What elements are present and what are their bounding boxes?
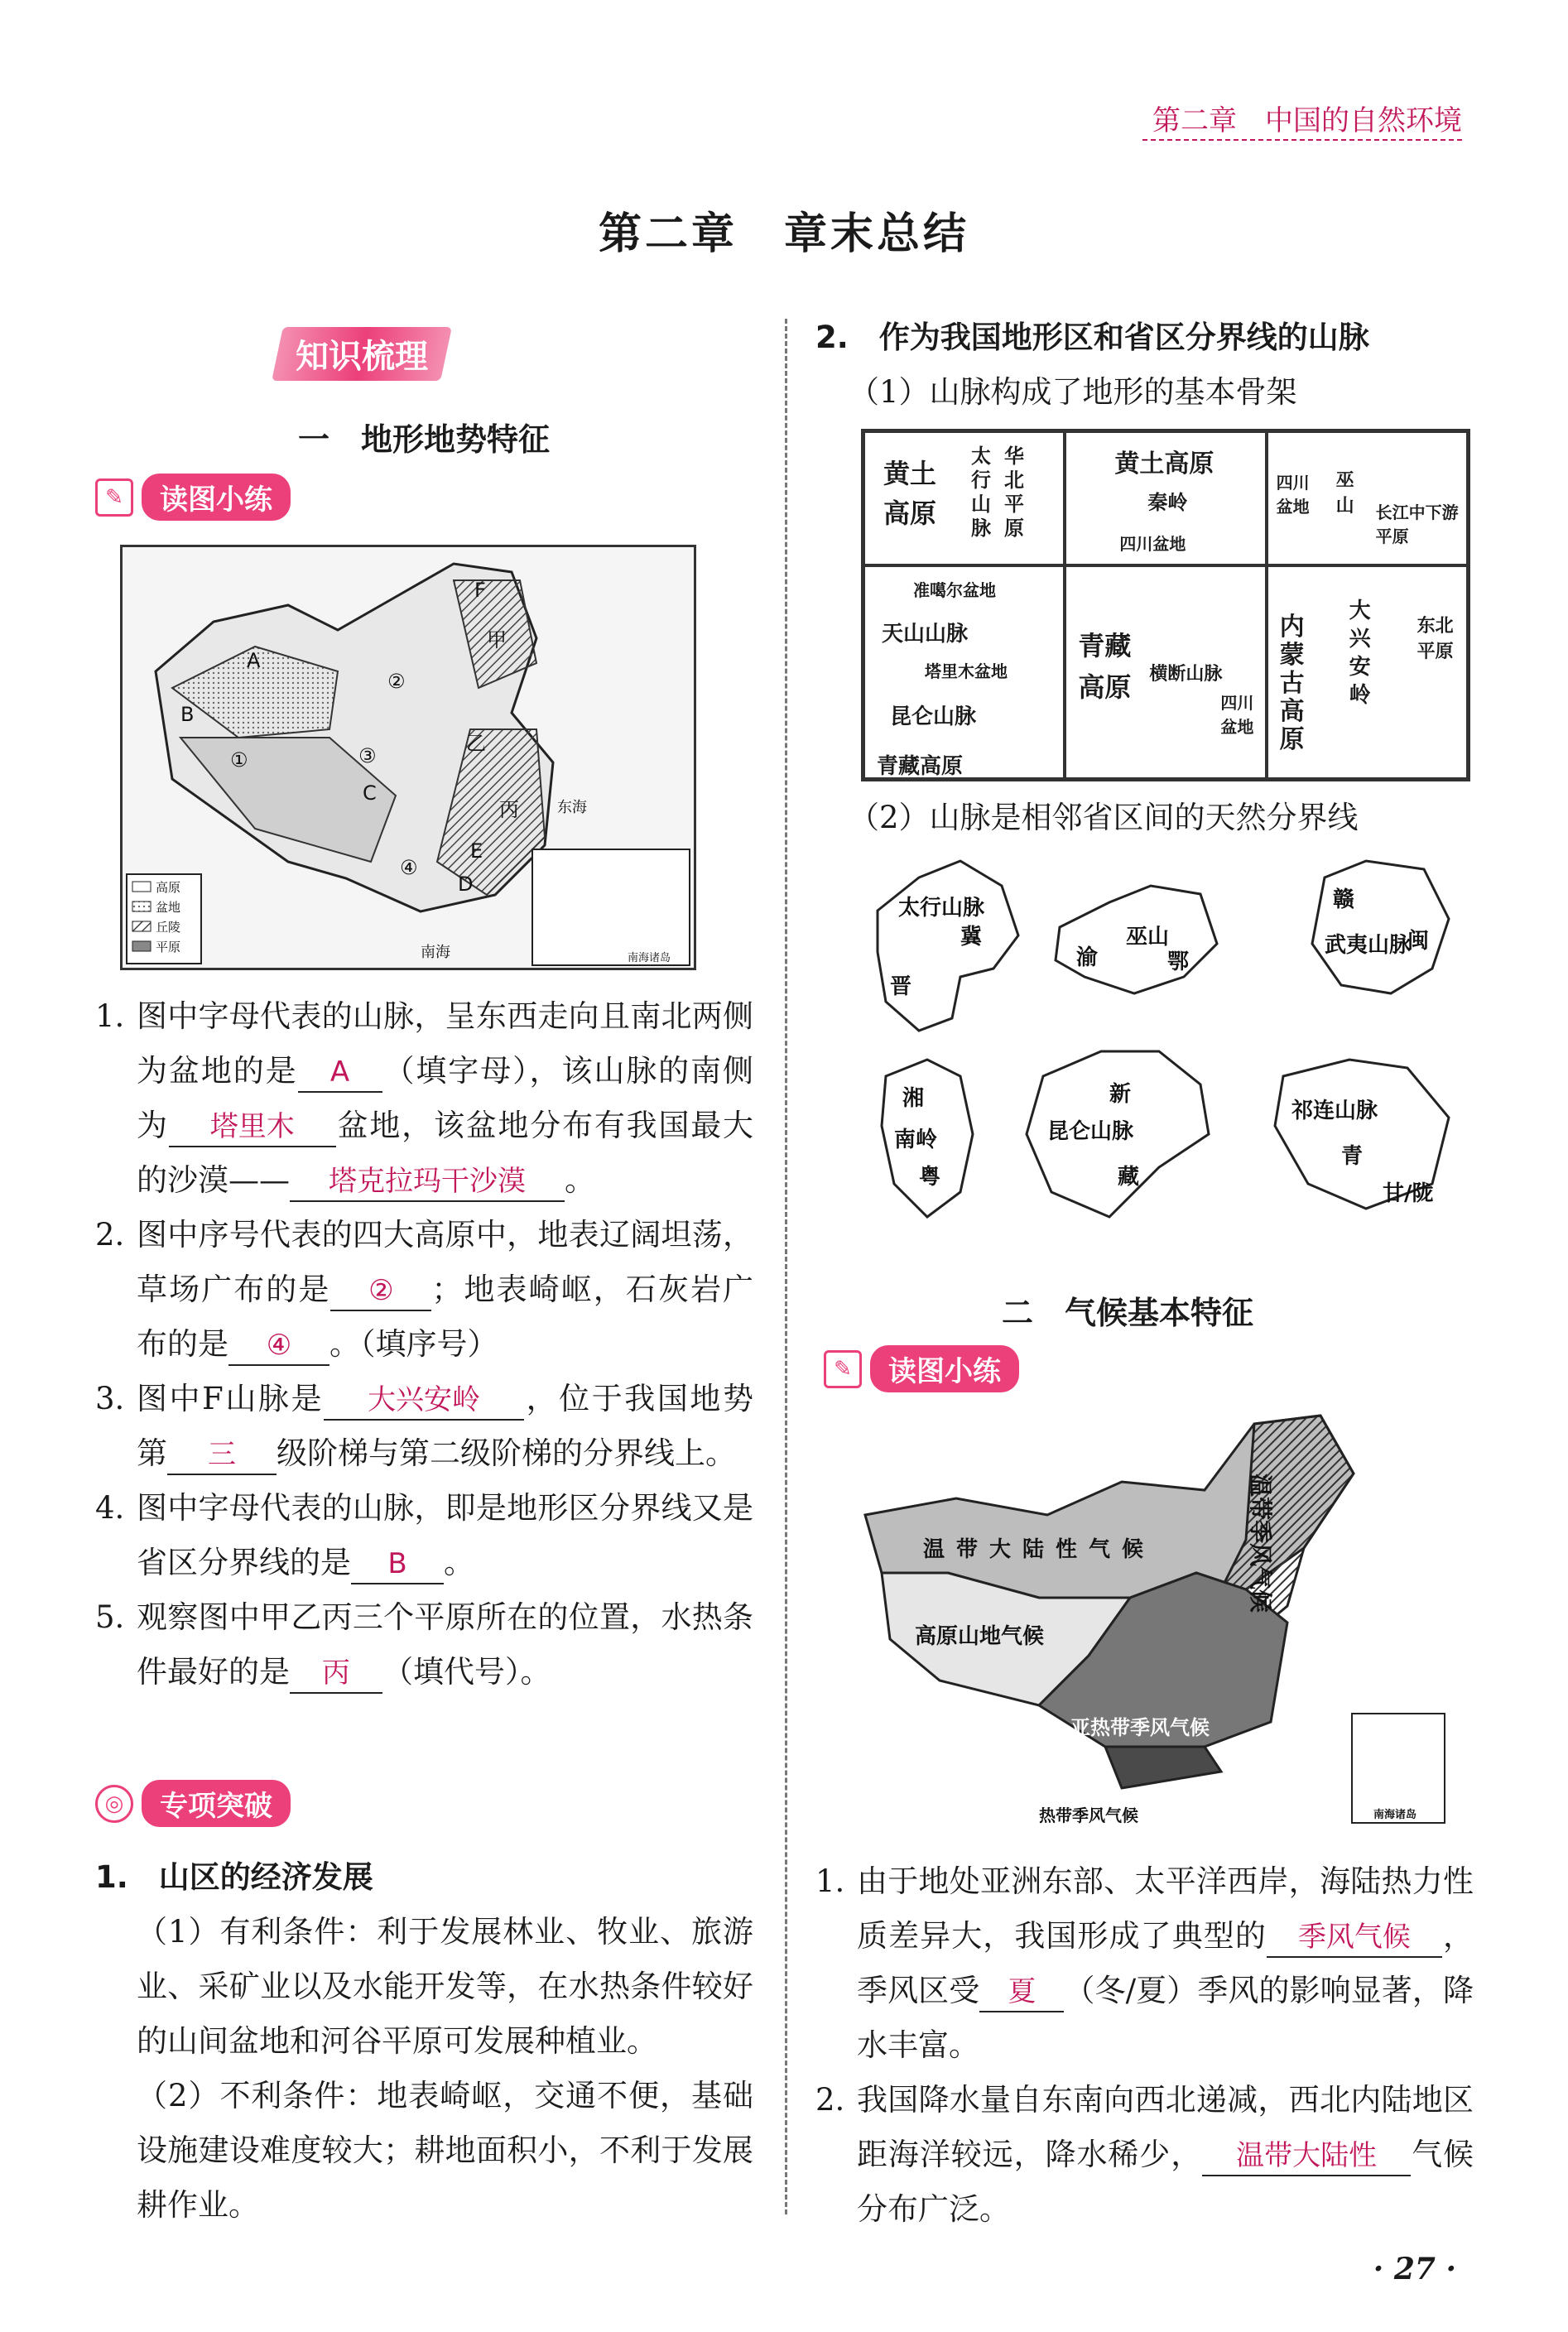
label-nanling: 南岭: [894, 1128, 938, 1152]
topic-mountain-economy: [95, 1850, 753, 2233]
cell-label: 昆仑山脉: [890, 704, 977, 729]
tag-read-map-2: [824, 1345, 1019, 1392]
question-4: [95, 1481, 753, 1590]
answer-blank: 丙: [290, 1654, 382, 1694]
question-number: 1.: [95, 998, 125, 1034]
question-text: 我国降水量自东南向西北递减，西北内陆地区距海洋较远，降水稀少，: [857, 2082, 1474, 2172]
topic-boundary-mountains: [815, 310, 1469, 420]
grid-cell-5: [1065, 565, 1266, 779]
label-wushan: 巫山: [1126, 925, 1170, 950]
topic-paragraph: （1）有利条件：利于发展林业、牧业、旅游业、采矿业以及水能开发等，在水热条件较好的山间盆地和河谷平原可发展种植业。: [137, 1914, 753, 2059]
answer-blank: 三: [167, 1435, 277, 1475]
label-qilian: 祁连山脉: [1291, 1099, 1378, 1123]
cell-label: 内蒙古高原: [1279, 612, 1305, 754]
sea-label: 东海: [557, 799, 587, 816]
question-text: 图中F山脉是: [137, 1381, 325, 1416]
letter-D: D: [458, 873, 474, 896]
label-south-sea-islands: 南海诸岛: [1373, 1809, 1417, 1821]
label-wuyi: 武夷山脉: [1325, 933, 1412, 958]
grid-cell-4: [863, 565, 1065, 779]
num-3: ③: [358, 744, 377, 767]
column-divider: [785, 319, 787, 2214]
tag-label: 读图小练: [142, 474, 291, 521]
question-text: （填字母），该山脉的南侧为: [137, 1053, 754, 1143]
chapter-header: 第二章 中国的自然环境: [1152, 104, 1462, 137]
label-e: 鄂: [1167, 950, 1190, 974]
label-qing: 青: [1341, 1144, 1364, 1169]
cell-label: 四川盆地: [1220, 692, 1254, 737]
question-number: 2.: [815, 2082, 845, 2118]
legend-hills: 丘陵: [156, 920, 181, 935]
label-temperate-continental: 温带大陆性气候: [923, 1537, 1156, 1562]
legend-basin: 盆地: [156, 900, 181, 915]
grid-cell-6: [1267, 565, 1468, 779]
topic-title: 2. 作为我国地形区和省区分界线的山脉: [815, 320, 1369, 355]
question-text: 。: [565, 1162, 595, 1198]
grid-cell-3: [1267, 431, 1468, 565]
num-2: ②: [387, 670, 406, 693]
section-terrain: 一 地形地势特征: [298, 421, 551, 458]
num-4: ④: [400, 856, 418, 879]
cell-label: 长江中下游平原: [1375, 502, 1459, 546]
cell-label: 高原: [1078, 671, 1132, 703]
banner-text: 知识梳理: [296, 338, 428, 376]
num-1: ①: [230, 748, 248, 772]
label-min: 闽: [1407, 929, 1430, 954]
question-text: 气候分布广泛。: [857, 2137, 1474, 2227]
label-kunlun: 昆仑山脉: [1047, 1119, 1134, 1144]
answer-blank: 温带大陆性: [1202, 2137, 1411, 2176]
sub-heading-2: （2）山脉是相邻省区间的天然分界线: [849, 800, 1359, 835]
letter-E: E: [470, 839, 483, 863]
label-xin: 新: [1109, 1082, 1132, 1107]
question-1: [95, 989, 753, 1208]
question-number: 5.: [95, 1599, 125, 1635]
cell-label: 塔里木盆地: [925, 661, 1008, 681]
cell-label: 东北平原: [1416, 615, 1454, 662]
label-subtropical-monsoon: 亚热带季风气候: [1070, 1716, 1210, 1739]
plain-yi: 乙: [466, 732, 486, 755]
answer-blank: A: [298, 1053, 382, 1093]
question-text: 观察图中甲乙丙三个平原所在的位置，水热条件最好的是: [137, 1599, 753, 1690]
label-tropical-monsoon: 热带季风气候: [1039, 1805, 1138, 1825]
answer-blank: 夏: [979, 1973, 1064, 2012]
question-5: [95, 1590, 753, 1700]
question-text: 。: [444, 1545, 474, 1580]
question-text: （冬/夏）季风的影响显著，降水丰富。: [857, 1973, 1474, 2063]
question-text: 图中字母代表的山脉，即是地形区分界线又是省区分界线的是: [137, 1490, 753, 1580]
answer-blank: 季风气候: [1267, 1918, 1442, 1958]
terrain-map: [120, 545, 696, 970]
climate-map: [857, 1407, 1486, 1838]
label-plateau-mountain: 高原山地气候: [915, 1624, 1045, 1649]
question-2: [95, 1208, 753, 1372]
question-text: 盆地，该盆地分布有我国最大的沙漠——: [137, 1108, 754, 1198]
label-xiang: 湘: [902, 1086, 925, 1111]
label-jin: 晋: [890, 974, 912, 999]
header-underline: [1142, 139, 1462, 141]
question-text: 图中序号代表的四大高原中，地表辽阔坦荡，草场广布的是: [137, 1217, 753, 1307]
grid-cell-1: [863, 431, 1065, 565]
cell-label: 黄土: [883, 458, 937, 489]
label-ji: 冀: [960, 925, 983, 950]
answer-blank: B: [351, 1545, 444, 1584]
letter-F: F: [474, 579, 486, 602]
tag-special: [95, 1780, 291, 1827]
inset-label: 南海诸岛: [628, 952, 671, 964]
question-number: 4.: [95, 1490, 125, 1526]
pencil-icon: ✎: [824, 1350, 862, 1388]
legend-plateau: 高原: [156, 880, 181, 895]
question-text: 由于地处亚洲东部、太平洋西岸，海陆热力性质差异大，我国形成了典型的: [857, 1863, 1474, 1954]
cell-label: 秦岭: [1147, 491, 1188, 514]
question-text: （填代号）。: [382, 1654, 551, 1690]
south-sea-label: 南海: [421, 944, 450, 961]
question-number: 3.: [95, 1381, 125, 1416]
label-gan: 赣: [1333, 887, 1355, 912]
province-boundary-maps: [861, 853, 1465, 1267]
topic-title: 1. 山区的经济发展: [95, 1859, 373, 1895]
knowledge-banner: [277, 327, 446, 381]
answer-blank: ④: [228, 1326, 329, 1366]
cell-label: 四川盆地: [1276, 473, 1310, 517]
cell-label: 青藏高原: [877, 753, 964, 779]
answer-blank: 塔克拉玛干沙漠: [290, 1162, 565, 1202]
letter-B: B: [180, 703, 195, 726]
legend-plain: 平原: [156, 940, 181, 954]
cell-label: 四川盆地: [1119, 534, 1186, 554]
tag-label: 专项突破: [142, 1780, 291, 1827]
tag-read-map-1: [95, 474, 291, 521]
plain-jia: 甲: [487, 628, 507, 652]
climate-question-1: [815, 1854, 1474, 2073]
cell-label: 巫山: [1335, 470, 1354, 517]
question-3: [95, 1372, 753, 1481]
cell-label: 天山山脉: [882, 621, 969, 647]
cell-label: 太行山脉: [971, 445, 991, 540]
cell-label: 华北平原: [1004, 445, 1024, 540]
question-text: 。（填序号）: [329, 1326, 498, 1362]
question-text: ，季风区受: [857, 1918, 1474, 2008]
label-zang: 藏: [1118, 1165, 1140, 1190]
letter-A: A: [247, 649, 261, 672]
skeleton-grid: [861, 429, 1470, 781]
section-climate: 二 气候基本特征: [1002, 1295, 1254, 1331]
cell-label: 准噶尔盆地: [913, 579, 996, 600]
answer-blank: 塔里木: [169, 1108, 336, 1147]
page-number: · 27 ·: [1373, 2252, 1456, 2286]
question-number: 1.: [815, 1863, 845, 1899]
label-taihang: 太行山脉: [898, 896, 985, 921]
tag-label: 读图小练: [870, 1345, 1019, 1392]
cell-label: 大兴安岭: [1349, 598, 1371, 708]
label-gan-long: 甘/陇: [1383, 1181, 1434, 1206]
answer-blank: 大兴安岭: [324, 1381, 524, 1421]
label-temperate-monsoon: 温带季风气候: [1247, 1474, 1274, 1613]
question-text: 图中字母代表的山脉，呈东西走向且南北两侧为盆地的是: [137, 998, 753, 1089]
pencil-icon: ✎: [95, 478, 133, 517]
label-yu: 渝: [1076, 945, 1099, 970]
cell-label: 横断山脉: [1149, 663, 1223, 685]
plain-bing: 丙: [499, 798, 519, 821]
cell-label: 黄土高原: [1114, 450, 1214, 478]
topic-paragraph: （2）不利条件：地表崎岖，交通不便，基础设施建设难度较大；耕地面积小，不利于发展耕作业。: [137, 2078, 753, 2223]
page-title: 第二章 章末总结: [598, 209, 969, 259]
question-text: ；地表崎岖，石灰岩广布的是: [137, 1272, 754, 1362]
cell-label: 青藏: [1078, 629, 1132, 661]
climate-question-2: [815, 2073, 1474, 2237]
question-text: ，位于我国地势第: [137, 1381, 753, 1471]
question-number: 2.: [95, 1217, 125, 1253]
answer-blank: ②: [330, 1272, 431, 1311]
question-text: 级阶梯与第二级阶梯的分界线上。: [277, 1435, 736, 1471]
right-questions: [815, 1854, 1474, 2237]
cell-label: 高原: [883, 498, 937, 529]
china-terrain-map-graphic: [123, 547, 694, 968]
grid-cell-2: [1065, 431, 1266, 565]
label-yue: 粤: [919, 1165, 941, 1190]
sub-heading: （1）山脉构成了地形的基本骨架: [849, 374, 1297, 410]
letter-C: C: [363, 781, 377, 805]
left-questions: [95, 989, 753, 1700]
target-icon: ◎: [95, 1785, 133, 1823]
